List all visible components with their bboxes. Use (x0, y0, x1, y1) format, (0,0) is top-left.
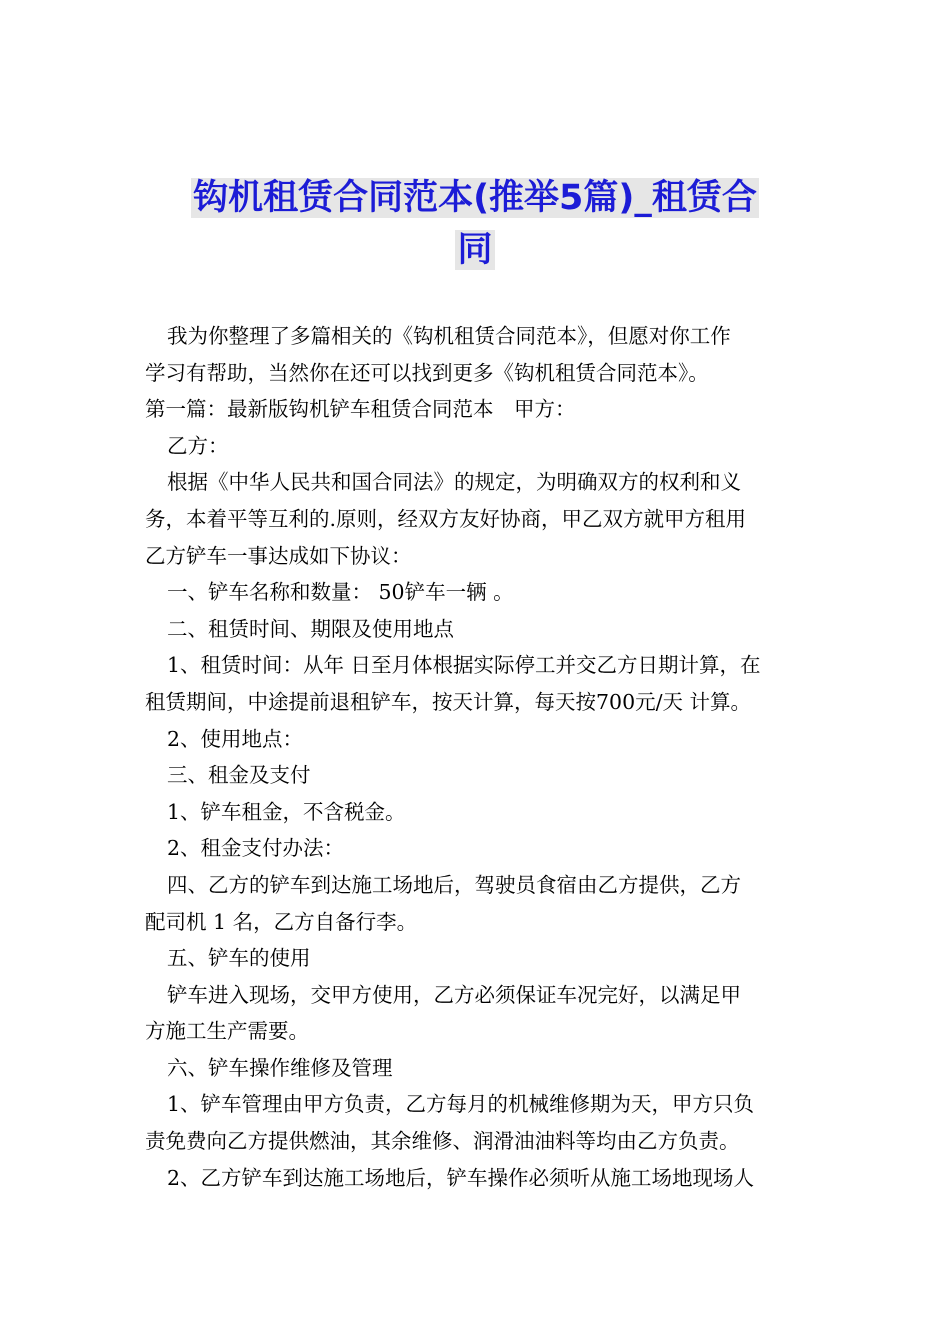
text-line: 2、租金支付办法： (167, 836, 345, 861)
document-title (150, 172, 800, 276)
text-line: 乙方： (167, 433, 229, 458)
document-body (145, 318, 810, 1196)
text-line: 乙方铲车一事达成如下协议： (145, 543, 412, 568)
text-line: 租赁期间，中途提前退租铲车，按天计算，每天按700元/天 计算。 (145, 689, 752, 714)
text-line: 根据《中华人民共和国合同法》的规定，为明确双方的权利和义 (167, 470, 741, 495)
text-line: 2、使用地点： (167, 726, 304, 751)
text-line: 1、租赁时间：从年 日至月体根据实际停工并交乙方日期计算，在 (167, 653, 761, 678)
text-line: 配司机 1 名，乙方自备行李。 (145, 909, 418, 934)
text-line: 五、铲车的使用 (167, 946, 311, 971)
text-line: 六、铲车操作维修及管理 (167, 1055, 393, 1080)
text-line: 务，本着平等互利的.原则，经双方友好协商，甲乙双方就甲方租用 (145, 506, 747, 531)
text-line: 方施工生产需要。 (145, 1019, 309, 1044)
text-line: 我为你整理了多篇相关的《钩机租赁合同范本》，但愿对你工作 (167, 324, 731, 348)
text-line: 铲车进入现场，交甲方使用，乙方必须保证车况完好，以满足甲 (167, 982, 741, 1007)
text-line: 一、铲车名称和数量： 50铲车一辆 。 (167, 580, 514, 605)
text-line: 第一篇：最新版钩机铲车租赁合同范本 甲方： (145, 397, 576, 422)
text-line: 2、乙方铲车到达施工场地后，铲车操作必须听从施工场地现场人 (167, 1165, 755, 1190)
text-line: 责免费向乙方提供燃油，其余维修、润滑油油料等均由乙方负责。 (145, 1129, 740, 1154)
text-line: 1、铲车管理由甲方负责，乙方每月的机械维修期为天，甲方只负 (167, 1092, 755, 1117)
text-line: 学习有帮助，当然你在还可以找到更多《钩机租赁合同范本》。 (145, 360, 709, 385)
text-line: 二、租赁时间、期限及使用地点 (167, 616, 454, 641)
text-line: 三、租金及支付 (167, 763, 311, 788)
title-line-1: 钩机租赁合同范本(推举5篇)_租赁合 (193, 178, 757, 218)
text-line: 1、铲车租金，不含税金。 (167, 799, 406, 824)
title-line-2: 同 (457, 230, 493, 270)
text-line: 四、乙方的铲车到达施工场地后，驾驶员食宿由乙方提供，乙方 (167, 872, 741, 897)
